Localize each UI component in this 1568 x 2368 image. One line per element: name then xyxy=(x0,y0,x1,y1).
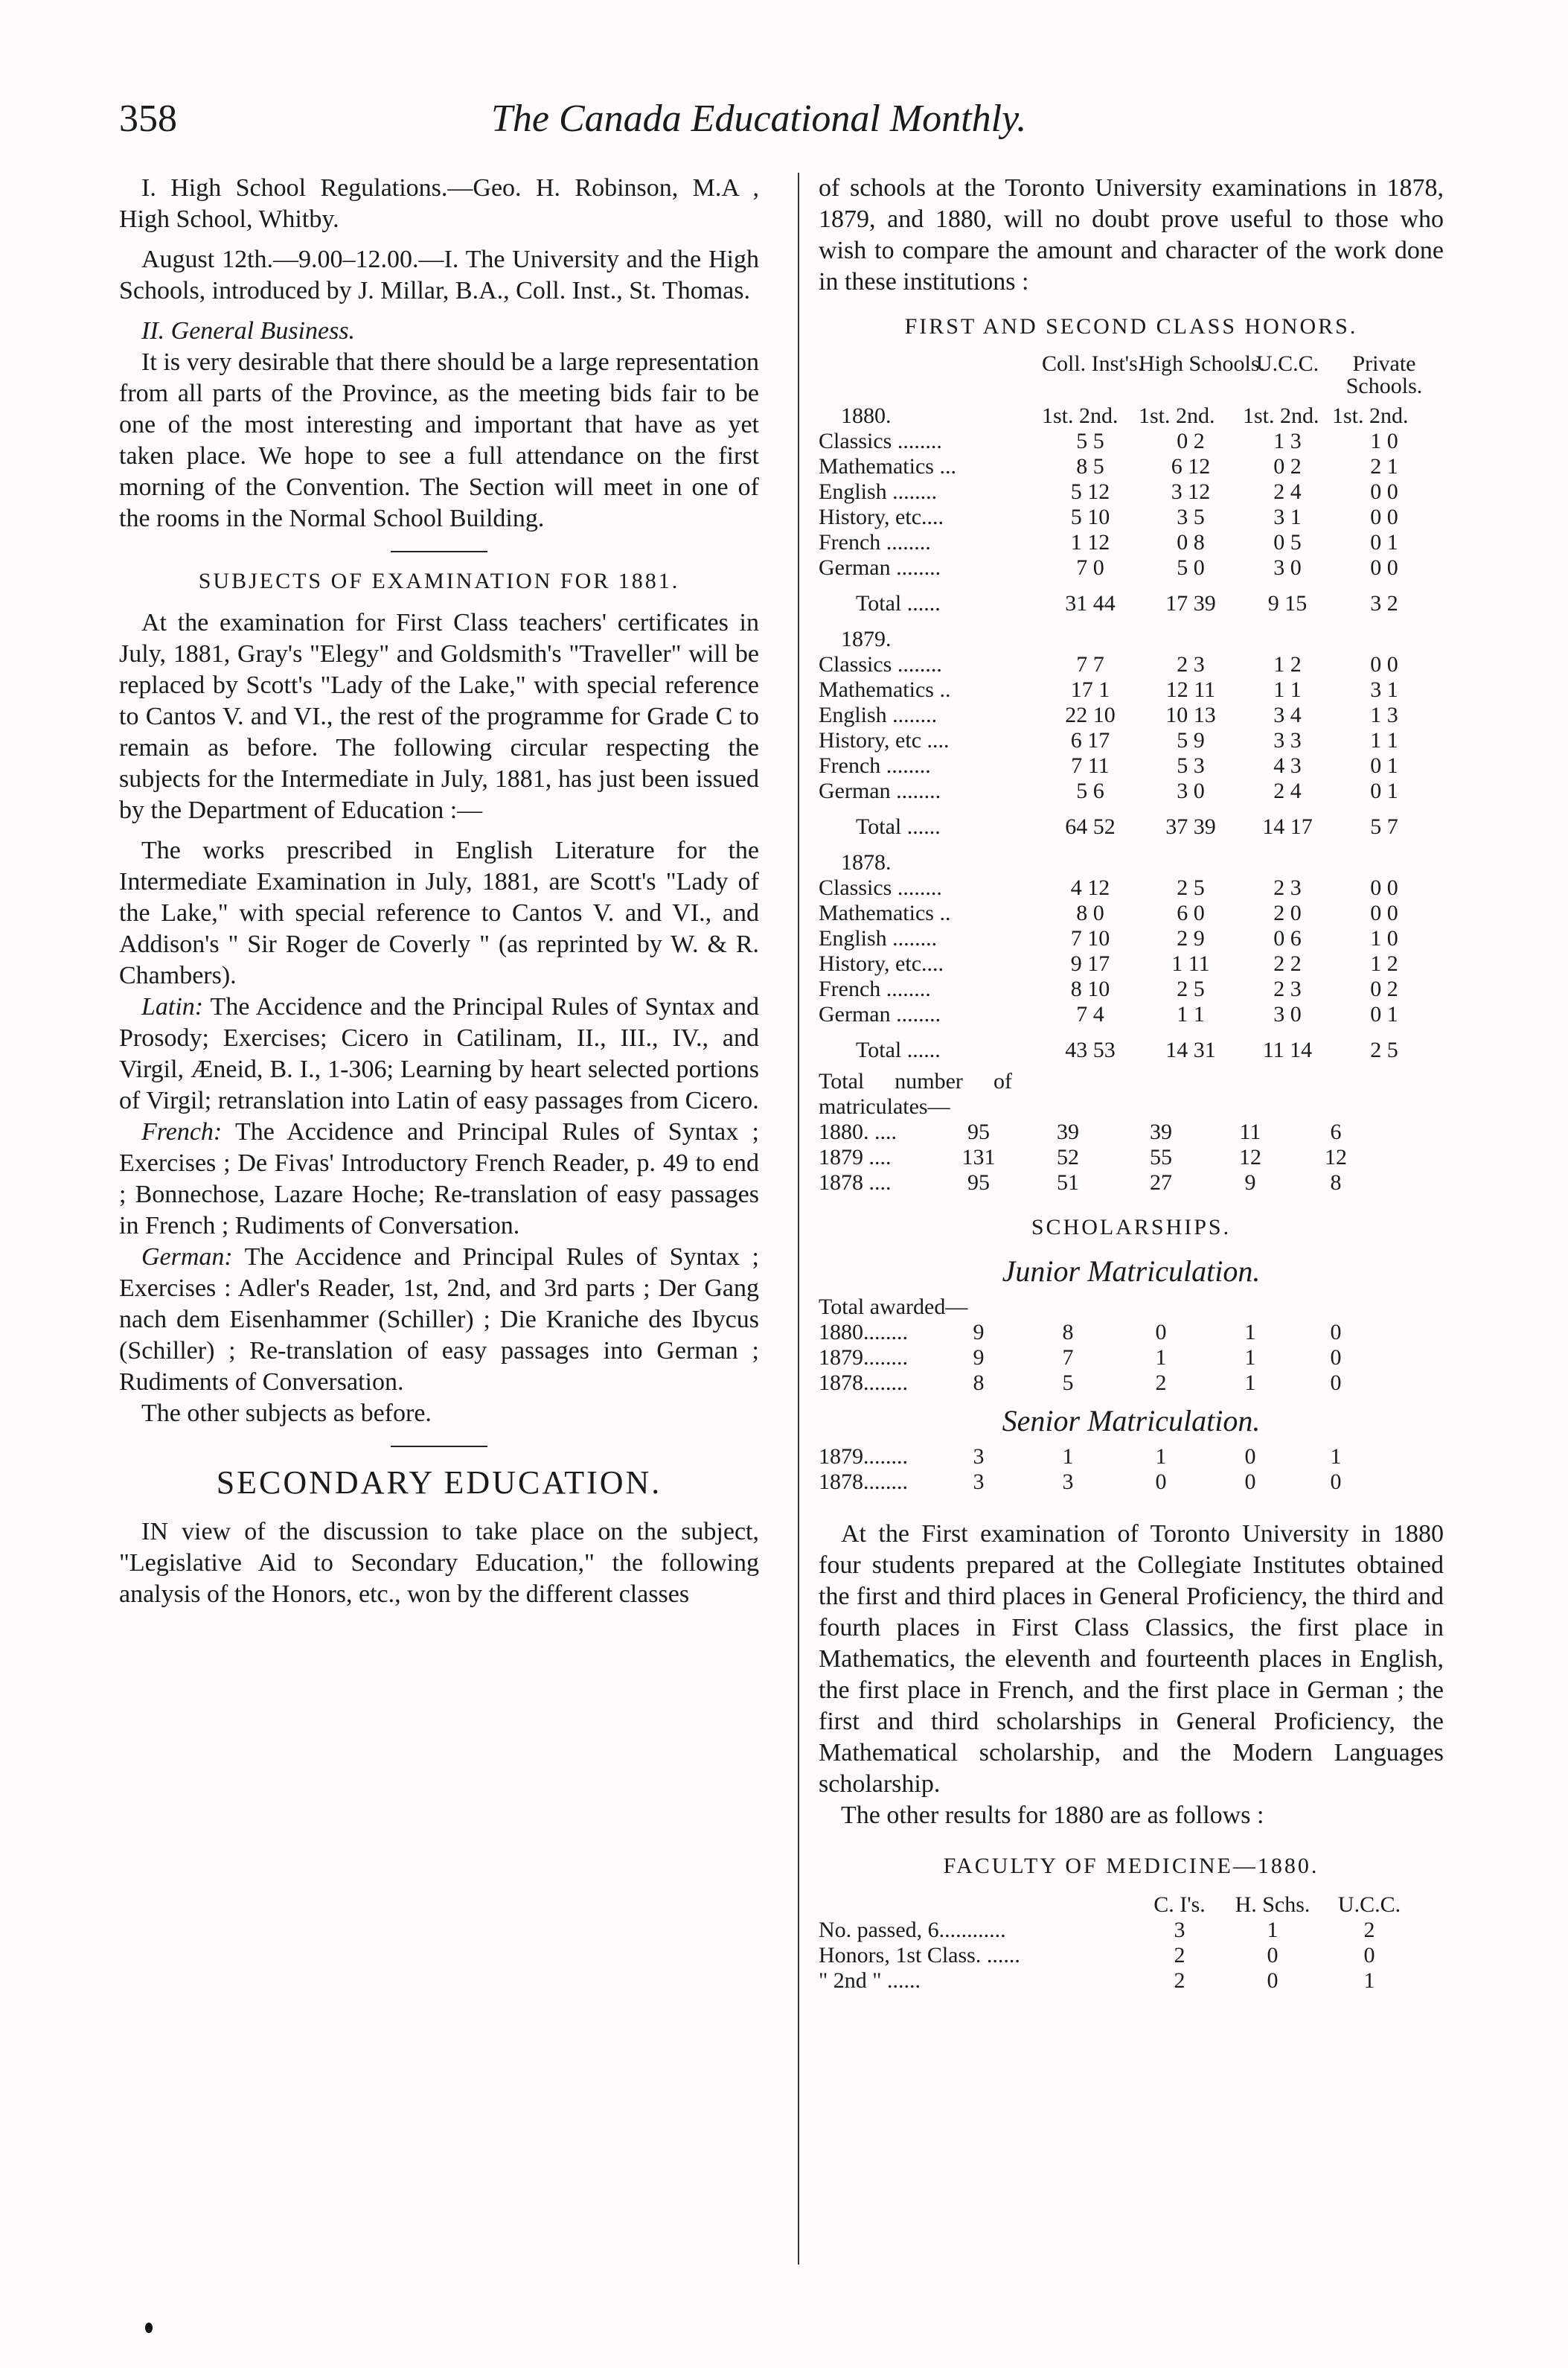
table-cell: 9 xyxy=(973,1345,985,1370)
sub-head: 1st. 2nd. xyxy=(1332,403,1409,428)
table-row xyxy=(819,901,1444,926)
table-cell: 0 2 xyxy=(1370,977,1398,1001)
row-label: German ........ xyxy=(819,779,941,803)
table-cell: 3 0 xyxy=(1273,555,1302,580)
table-cell: 2 3 xyxy=(1177,652,1205,677)
table-cell: 12 xyxy=(1325,1145,1347,1169)
table-cell: 95 xyxy=(967,1170,990,1195)
table-cell: 2 9 xyxy=(1177,926,1205,951)
table-cell: 2 3 xyxy=(1273,875,1302,900)
table-cell: 5 3 xyxy=(1177,753,1205,778)
table-cell: 7 xyxy=(1062,1345,1074,1370)
table-cell: 5 9 xyxy=(1177,728,1205,753)
table-cell: 3 4 xyxy=(1273,703,1302,727)
row-label: Total ...... xyxy=(856,814,941,839)
table-cell: 95 xyxy=(967,1120,990,1144)
row-label: 1879. xyxy=(841,627,892,651)
table-cell: 7 11 xyxy=(1071,753,1110,778)
table-cell: 52 xyxy=(1057,1145,1079,1169)
col-head: U.C.C. xyxy=(1255,351,1319,376)
awarded-label: Total awarded— xyxy=(819,1295,968,1319)
honors-table xyxy=(819,353,1444,1063)
medicine-col-head: C. I's. xyxy=(1153,1892,1206,1917)
table-row xyxy=(819,977,1444,1002)
table-cell: 3 xyxy=(973,1469,985,1494)
row-label: 1878 .... xyxy=(819,1170,892,1195)
table-cell: 4 12 xyxy=(1070,875,1110,900)
table-row xyxy=(819,1320,1444,1345)
row-label: Mathematics .. xyxy=(819,901,951,925)
row-label: 1879........ xyxy=(819,1444,908,1469)
table-cell: 3 xyxy=(1174,1918,1185,1942)
table-cell: 5 xyxy=(1062,1370,1074,1395)
row-label: English ........ xyxy=(819,926,938,951)
paragraph-french xyxy=(119,1117,759,1242)
left-column xyxy=(119,173,759,1610)
senior-table xyxy=(819,1444,1444,1495)
table-cell: 5 6 xyxy=(1076,779,1104,803)
paragraph-latin xyxy=(119,992,759,1117)
table-cell: 8 10 xyxy=(1070,977,1110,1001)
paragraph-general-business: II. General Business. xyxy=(141,317,356,345)
table-cell: 1 1 xyxy=(1273,677,1302,702)
table-cell xyxy=(1243,850,1332,875)
table-cell: 8 xyxy=(973,1370,985,1395)
paragraph-intro: of schools at the Toronto University examinations in 1878, 1879, and 1880, will no doubt prove useful to those who wish to compare the amount and character of the work done in these institutions : xyxy=(819,174,1444,296)
table-row xyxy=(819,728,1444,753)
table-cell: 9 15 xyxy=(1267,591,1308,616)
table-cell: 12 11 xyxy=(1165,677,1216,702)
table-cell: 0 0 xyxy=(1370,652,1398,677)
table-row xyxy=(819,875,1444,901)
table-row xyxy=(819,505,1444,530)
table-row xyxy=(819,454,1444,479)
table-cell: 10 13 xyxy=(1165,703,1216,727)
row-label: Honors, 1st Class. ...... xyxy=(819,1943,1020,1968)
table-row xyxy=(819,1918,1444,1943)
sub-head: 1st. 2nd. xyxy=(1243,403,1319,428)
table-row xyxy=(819,703,1444,728)
row-label: " 2nd " ...... xyxy=(819,1968,921,1993)
awarded-label-row xyxy=(819,1295,1444,1320)
table-cell: 0 0 xyxy=(1370,901,1398,925)
table-cell: 2 xyxy=(1174,1968,1185,1993)
table-cell: 1 11 xyxy=(1171,951,1210,976)
table-cell: 64 52 xyxy=(1065,814,1116,839)
row-label: History, etc.... xyxy=(819,951,944,976)
table-cell: 8 0 xyxy=(1076,901,1104,925)
table-cell: 43 53 xyxy=(1065,1038,1116,1062)
table-row xyxy=(819,429,1444,454)
table-row xyxy=(819,850,1444,875)
table-cell: 1 12 xyxy=(1070,530,1110,555)
running-title: The Canada Educational Monthly. xyxy=(491,98,1027,140)
page-header xyxy=(119,97,1131,171)
table-cell: 0 0 xyxy=(1370,875,1398,900)
table-cell: 0 2 xyxy=(1273,454,1302,479)
table-row xyxy=(819,627,1444,652)
row-label: Mathematics ... xyxy=(819,454,956,479)
table-row xyxy=(819,652,1444,677)
table-cell: 8 xyxy=(1330,1170,1342,1195)
table-cell: 14 17 xyxy=(1262,814,1313,839)
table-cell: 1 1 xyxy=(1370,728,1398,753)
table-cell: 1 xyxy=(1267,1918,1279,1942)
table-cell: 1 xyxy=(1330,1444,1342,1469)
table-cell: 3 2 xyxy=(1370,591,1398,616)
table-row xyxy=(819,555,1444,581)
table-cell: 3 1 xyxy=(1273,505,1302,529)
table-cell: 2 4 xyxy=(1273,779,1302,803)
table-row xyxy=(819,814,1444,840)
table-cell: 22 10 xyxy=(1065,703,1116,727)
row-label: German ........ xyxy=(819,555,941,580)
table-cell: 0 xyxy=(1267,1968,1279,1993)
table-cell: 2 xyxy=(1155,1370,1167,1395)
table-cell: 0 0 xyxy=(1370,479,1398,504)
ink-mark xyxy=(145,2323,153,2333)
junior-table xyxy=(819,1320,1444,1396)
table-cell: 0 xyxy=(1155,1320,1167,1344)
medicine-col-heads xyxy=(819,1892,1444,1918)
table-cell: 0 xyxy=(1330,1320,1342,1344)
table-cell: 9 17 xyxy=(1070,951,1110,976)
table-row xyxy=(819,1145,1444,1170)
sub-head: 1st. 2nd. xyxy=(1139,403,1215,428)
honors-heading: FIRST AND SECOND CLASS HONORS. xyxy=(904,314,1358,339)
table-cell: 0 xyxy=(1244,1444,1256,1469)
row-label: Total ...... xyxy=(856,1038,941,1062)
table-cell: 1 3 xyxy=(1273,429,1302,453)
table-cell: 5 10 xyxy=(1070,505,1110,529)
table-cell: 5 7 xyxy=(1370,814,1398,839)
german-text: The Accidence and Principal Rules of Syntax ; Exercises : Adler's Reader, 1st, 2nd, and 3rd parts ; Der Gang nach dem Eisenhammer (Schiller) ; Die Kraniche des Ibycus (Schiller) ; Re-translation of easy passages into German ; Rudiments of Conversation. xyxy=(119,1243,759,1396)
table-cell: 1 xyxy=(1155,1444,1167,1469)
table-cell: 5 12 xyxy=(1070,479,1110,504)
table-row xyxy=(819,1370,1444,1396)
table-cell: 0 1 xyxy=(1370,753,1398,778)
table-cell: 11 14 xyxy=(1262,1038,1313,1062)
table-row xyxy=(819,1943,1444,1968)
table-cell: 6 17 xyxy=(1070,728,1110,753)
column-divider xyxy=(798,173,799,2265)
table-row xyxy=(819,1120,1444,1145)
row-label: 1878........ xyxy=(819,1370,908,1395)
table-row xyxy=(819,479,1444,505)
row-label: French ........ xyxy=(819,977,931,1001)
row-label: 1878. xyxy=(841,850,892,875)
table-cell: 3 xyxy=(973,1444,985,1469)
row-label: Classics ........ xyxy=(819,652,942,677)
table-cell: 37 39 xyxy=(1165,814,1216,839)
table-cell xyxy=(1332,627,1436,652)
table-row xyxy=(819,753,1444,779)
table-cell: 2 2 xyxy=(1273,951,1302,976)
table-row xyxy=(819,677,1444,703)
table-cell: 2 5 xyxy=(1177,977,1205,1001)
paragraph-secondary: IN view of the discussion to take place on the subject, "Legislative Aid to Secondary Education," the following analysis of the Honors, etc., won by the different classes xyxy=(119,1518,759,1608)
table-cell: 55 xyxy=(1150,1145,1172,1169)
table-cell: 1 xyxy=(1244,1370,1256,1395)
table-row xyxy=(819,951,1444,977)
table-cell xyxy=(1042,627,1139,652)
row-label: German ........ xyxy=(819,1002,941,1027)
paragraph-first-class: At the examination for First Class teachers' certificates in July, 1881, Gray's "Elegy" and Goldsmith's "Traveller" will be replaced by Scott's "Lady of the Lake," with special reference to Cantos V. and VI., the rest of the programme for Grade C to remain as before. The following circular respecting the subjects for the Intermediate in July, 1881, has just been issued by the Department of Education :— xyxy=(119,609,759,824)
row-label: 1879 .... xyxy=(819,1145,892,1169)
section-rule xyxy=(391,551,487,552)
table-cell: 0 xyxy=(1267,1943,1279,1968)
row-label: 1879........ xyxy=(819,1345,908,1370)
medicine-table xyxy=(819,1918,1444,1994)
table-cell: 1 xyxy=(1155,1345,1167,1370)
row-label: History, etc .... xyxy=(819,728,950,753)
paragraph-german xyxy=(119,1242,759,1398)
table-row xyxy=(819,1469,1444,1495)
table-cell: 6 12 xyxy=(1171,454,1211,479)
table-cell: 0 xyxy=(1330,1370,1342,1395)
row-label: French ........ xyxy=(819,530,931,555)
table-cell: 0 xyxy=(1330,1469,1342,1494)
sub-head: 1st. 2nd. xyxy=(1042,403,1119,428)
table-cell: 8 xyxy=(1062,1320,1074,1344)
latin-label: Latin: xyxy=(141,993,204,1021)
junior-heading: Junior Matriculation. xyxy=(1002,1254,1261,1288)
table-cell: 2 3 xyxy=(1273,977,1302,1001)
scholarships-heading: SCHOLARSHIPS. xyxy=(1031,1215,1232,1239)
table-cell: 131 xyxy=(961,1145,996,1169)
table-cell xyxy=(1139,627,1243,652)
medicine-col-head: U.C.C. xyxy=(1337,1892,1401,1917)
medicine-heading: FACULTY OF MEDICINE—1880. xyxy=(943,1854,1319,1878)
table-cell: 0 0 xyxy=(1370,555,1398,580)
row-label: No. passed, 6............ xyxy=(819,1918,1006,1942)
table-cell xyxy=(1243,627,1332,652)
table-cell: 39 xyxy=(1150,1120,1172,1144)
table-cell: 1 0 xyxy=(1370,429,1398,453)
table-cell: 0 0 xyxy=(1370,505,1398,529)
paragraph-other-results: The other results for 1880 are as follows : xyxy=(841,1801,1264,1829)
table-cell: 31 44 xyxy=(1065,591,1116,616)
table-cell: 2 5 xyxy=(1370,1038,1398,1062)
row-label: Classics ........ xyxy=(819,429,942,453)
table-cell: 3 1 xyxy=(1370,677,1398,702)
table-cell: 17 1 xyxy=(1070,677,1110,702)
table-cell: 1 xyxy=(1363,1968,1375,1993)
paragraph-regulations: I. High School Regulations.—Geo. H. Robinson, M.A , High School, Whitby. xyxy=(119,174,759,233)
col-head: High Schools. xyxy=(1139,351,1266,376)
table-cell: 4 3 xyxy=(1273,753,1302,778)
table-cell: 2 1 xyxy=(1370,454,1398,479)
table-row xyxy=(819,1002,1444,1027)
honors-body xyxy=(819,429,1444,1063)
table-row xyxy=(819,591,1444,616)
col-head: Private Schools. xyxy=(1345,351,1423,398)
paragraph-other-subjects: The other subjects as before. xyxy=(141,1400,432,1427)
table-cell: 1 xyxy=(1244,1320,1256,1344)
table-cell: 9 xyxy=(1244,1170,1256,1195)
table-cell: 0 2 xyxy=(1177,429,1205,453)
table-cell: 0 1 xyxy=(1370,530,1398,555)
table-cell: 27 xyxy=(1150,1170,1172,1195)
table-cell: 2 xyxy=(1363,1918,1375,1942)
col-head: Coll. Inst's. xyxy=(1042,351,1144,376)
table-cell: 1 xyxy=(1062,1444,1074,1469)
table-cell: 8 5 xyxy=(1076,454,1104,479)
table-cell: 6 xyxy=(1330,1120,1342,1144)
table-cell: 7 7 xyxy=(1076,652,1104,677)
row-label: History, etc.... xyxy=(819,505,944,529)
matric-label: Total number of matriculates— xyxy=(819,1069,1012,1119)
honors-sub-heads xyxy=(819,403,1444,429)
table-cell: 0 xyxy=(1330,1345,1342,1370)
table-row xyxy=(819,1345,1444,1370)
table-cell: 2 0 xyxy=(1273,901,1302,925)
latin-text: The Accidence and the Principal Rules of Syntax and Prosody; Exercises; Cicero in Catilinam, II., III., IV., and Virgil, Æneid, B. I., 1-306; Learning by heart selected portions of Virgil; retranslation into Latin of easy passages from Cicero. xyxy=(119,993,759,1114)
table-cell: 3 xyxy=(1062,1469,1074,1494)
matric-table xyxy=(819,1120,1444,1196)
table-cell: 11 xyxy=(1239,1120,1261,1144)
table-cell: 0 8 xyxy=(1177,530,1205,555)
paragraph-english-lit: The works prescribed in English Literature for the Intermediate Examination in July, 1881, are Scott's "Lady of the Lake," with special reference to Cantos V. and VI., and Addison's " Sir Roger de Coverly " (as reprinted by W. & R. Chambers). xyxy=(119,837,759,989)
table-cell: 2 4 xyxy=(1273,479,1302,504)
row-label: Total ...... xyxy=(856,591,941,616)
right-column xyxy=(819,173,1444,1994)
table-row xyxy=(819,779,1444,804)
table-cell: 14 31 xyxy=(1165,1038,1216,1062)
table-cell: 1 1 xyxy=(1177,1002,1205,1027)
table-cell: 3 12 xyxy=(1171,479,1211,504)
table-cell: 0 6 xyxy=(1273,926,1302,951)
page-number: 358 xyxy=(119,98,177,140)
paragraph-representation: It is very desirable that there should be a large representation from all parts of the Province, as the meeting bids fair to be one of the most interesting and important that have as yet taken place. We hope to see a full attendance on the first morning of the Convention. The Section will meet in one of the rooms in the Normal School Building. xyxy=(119,348,759,532)
row-label: English ........ xyxy=(819,479,938,504)
german-label: German: xyxy=(141,1243,233,1271)
table-cell: 3 0 xyxy=(1273,1002,1302,1027)
senior-heading: Senior Matriculation. xyxy=(1002,1404,1261,1437)
paragraph-august: August 12th.—9.00–12.00.—I. The University and the High Schools, introduced by J. Millar, B.A., Coll. Inst., St. Thomas. xyxy=(119,246,759,304)
table-cell: 51 xyxy=(1057,1170,1079,1195)
medicine-col-head: H. Schs. xyxy=(1235,1892,1311,1917)
table-cell: 3 3 xyxy=(1273,728,1302,753)
french-label: French: xyxy=(141,1118,223,1146)
table-cell: 0 xyxy=(1363,1943,1375,1968)
table-cell xyxy=(1332,850,1436,875)
row-label: Classics ........ xyxy=(819,875,942,900)
table-cell: 1 xyxy=(1244,1345,1256,1370)
subjects-heading: SUBJECTS OF EXAMINATION FOR 1881. xyxy=(198,569,680,593)
table-cell: 7 0 xyxy=(1076,555,1104,580)
table-cell: 39 xyxy=(1057,1120,1079,1144)
table-cell: 17 39 xyxy=(1165,591,1216,616)
table-row xyxy=(819,1170,1444,1196)
table-cell xyxy=(1042,850,1139,875)
row-label: French ........ xyxy=(819,753,931,778)
sub-head: 1880. xyxy=(841,403,892,428)
table-row xyxy=(819,926,1444,951)
table-row xyxy=(819,1038,1444,1063)
table-row xyxy=(819,1968,1444,1994)
table-cell: 7 10 xyxy=(1070,926,1110,951)
table-cell: 0 1 xyxy=(1370,1002,1398,1027)
table-cell: 2 xyxy=(1174,1943,1185,1968)
row-label: English ........ xyxy=(819,703,938,727)
row-label: 1880. .... xyxy=(819,1120,897,1144)
row-label: 1878........ xyxy=(819,1469,908,1494)
table-cell: 1 2 xyxy=(1273,652,1302,677)
table-cell xyxy=(1139,850,1243,875)
table-cell: 7 4 xyxy=(1076,1002,1104,1027)
table-cell: 2 5 xyxy=(1177,875,1205,900)
paragraph-results: At the First examination of Toronto University in 1880 four students prepared at the Collegiate Institutes obtained the first and third places in General Proficiency, the third and fourth places in First Class Classics, the first place in Mathematics, the eleventh and fourteenth places in English, the first place in French, and the first place in German ; the first and third scholarships in General Proficiency, the Mathematical scholarship, and the Modern Languages scholarship. xyxy=(819,1520,1444,1798)
row-label: Mathematics .. xyxy=(819,677,951,702)
table-row xyxy=(819,530,1444,555)
table-cell: 1 2 xyxy=(1370,951,1398,976)
honors-col-heads xyxy=(819,353,1444,398)
table-cell: 3 5 xyxy=(1177,505,1205,529)
table-cell: 9 xyxy=(973,1320,985,1344)
table-cell: 5 0 xyxy=(1177,555,1205,580)
table-cell: 0 5 xyxy=(1273,530,1302,555)
table-cell: 1 0 xyxy=(1370,926,1398,951)
row-label: 1880........ xyxy=(819,1320,908,1344)
table-cell: 0 1 xyxy=(1370,779,1398,803)
table-cell: 12 xyxy=(1239,1145,1261,1169)
table-row xyxy=(819,1444,1444,1469)
table-cell: 6 0 xyxy=(1177,901,1205,925)
secondary-education-heading: SECONDARY EDUCATION. xyxy=(216,1464,662,1501)
section-rule-2 xyxy=(391,1446,487,1447)
table-cell: 1 3 xyxy=(1370,703,1398,727)
french-text: The Accidence and Principal Rules of Syntax ; Exercises ; De Fivas' Introductory French Reader, p. 49 to end ; Bonnechose, Lazare Hoche; Re-translation of easy passages in French ; Rudiments of Conversation. xyxy=(119,1118,759,1239)
table-cell: 0 xyxy=(1244,1469,1256,1494)
table-cell: 5 5 xyxy=(1076,429,1104,453)
table-cell: 0 xyxy=(1155,1469,1167,1494)
table-cell: 3 0 xyxy=(1177,779,1205,803)
